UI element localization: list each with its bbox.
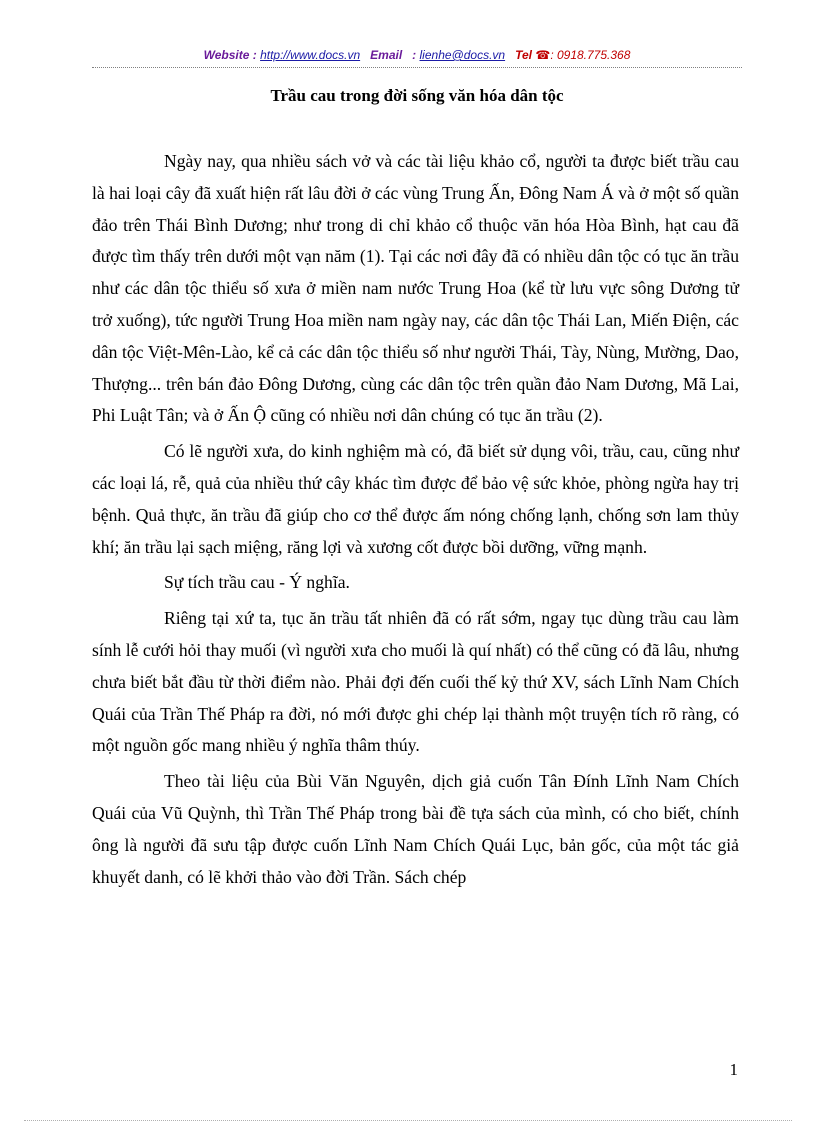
section-heading: Sự tích trầu cau - Ý nghĩa. [164, 572, 350, 593]
email-separator: : [412, 48, 417, 62]
website-label: Website : [203, 48, 257, 62]
paragraph: Theo tài liệu của Bùi Văn Nguyên, dịch giả cuốn Tân Đính Lĩnh Nam Chích Quái của Vũ Quỳnh, thì Trần Thế Pháp trong bài đề tựa sách của mình, có cho biết, chính ông là người đã sưu tập được cuốn Lĩnh Nam Chích Quái Lục, bản gốc, của một tác giả khuyết danh, có lẽ khởi thảo vào đời Trần. Sách chép [92, 771, 739, 887]
page-bottom-divider [24, 1120, 792, 1121]
page-number: 1 [729, 1060, 738, 1079]
paragraph: Ngày nay, qua nhiều sách vở và các tài liệu khảo cổ, người ta được biết trầu cau là hai loại cây đã xuất hiện rất lâu đời ở các vùng Trung Ấn, Đông Nam Á và ở một số quần đảo trên Thái Bình Dương; như trong di chỉ khảo cổ thuộc văn hóa Hòa Bình, hạt cau đã được tìm thấy trên dưới một vạn năm (1). Tại các nơi đây đã có nhiều dân tộc có tục ăn trầu như các dân tộc thiểu số xưa ở miền nam nước Trung Hoa (kể từ lưu vực sông Dương tử trở xuống), tức người Trung Hoa miền nam ngày nay, các dân tộc Thái Lan, Miến Điện, các dân tộc Việt-Mên-Lào, kể cả các dân tộc thiểu số như người Thái, Tày, Nùng, Mường, Dao, Thượng... trên bán đảo Đông Dương, cùng các dân tộc trên quần đảo Nam Dương, Mã Lai, Phi Luật Tân; và ở Ấn Ộ cũng có nhiều nơi dân chúng có tục ăn trầu (2). [92, 151, 739, 426]
document-title: Trầu cau trong đời sống văn hóa dân tộc [270, 86, 564, 105]
email-link[interactable]: lienhe@docs.vn [419, 48, 506, 62]
email-label: Email [370, 48, 403, 62]
paragraph: Riêng tại xứ ta, tục ăn trầu tất nhiên đã có rất sớm, ngay tục dùng trầu cau làm sính lễ cưới hỏi thay muối (vì người xưa cho muối là quí nhất) có thể cũng có đã lâu, nhưng chưa biết bắt đầu từ thời điểm nào. Phải đợi đến cuối thế kỷ thứ XV, sách Lĩnh Nam Chích Quái của Trần Thế Pháp ra đời, nó mới được ghi chép lại thành một truyện tích rõ ràng, có một nguồn gốc mang nhiều ý nghĩa thâm thúy. [92, 608, 739, 756]
website-link[interactable]: http://www.docs.vn [260, 48, 361, 62]
paragraph: Có lẽ người xưa, do kinh nghiệm mà có, đã biết sử dụng vôi, trầu, cau, cũng như các loại lá, rễ, quả của nhiều thứ cây khác tìm được để bảo vệ sức khỏe, phòng ngừa hay trị bệnh. Quả thực, ăn trầu đã giúp cho cơ thể được ấm nóng chống lạnh, chống sơn lam thủy khí; ăn trầu lại sạch miệng, răng lợi và xương cốt được bồi dưỡng, vững mạnh. [92, 441, 739, 557]
tel-label: Tel [515, 48, 533, 62]
tel-value: : 0918.775.368 [550, 48, 631, 62]
header-divider [92, 67, 742, 68]
page-header [92, 48, 742, 62]
document-body [92, 146, 739, 897]
phone-icon: ☎ [535, 48, 551, 62]
